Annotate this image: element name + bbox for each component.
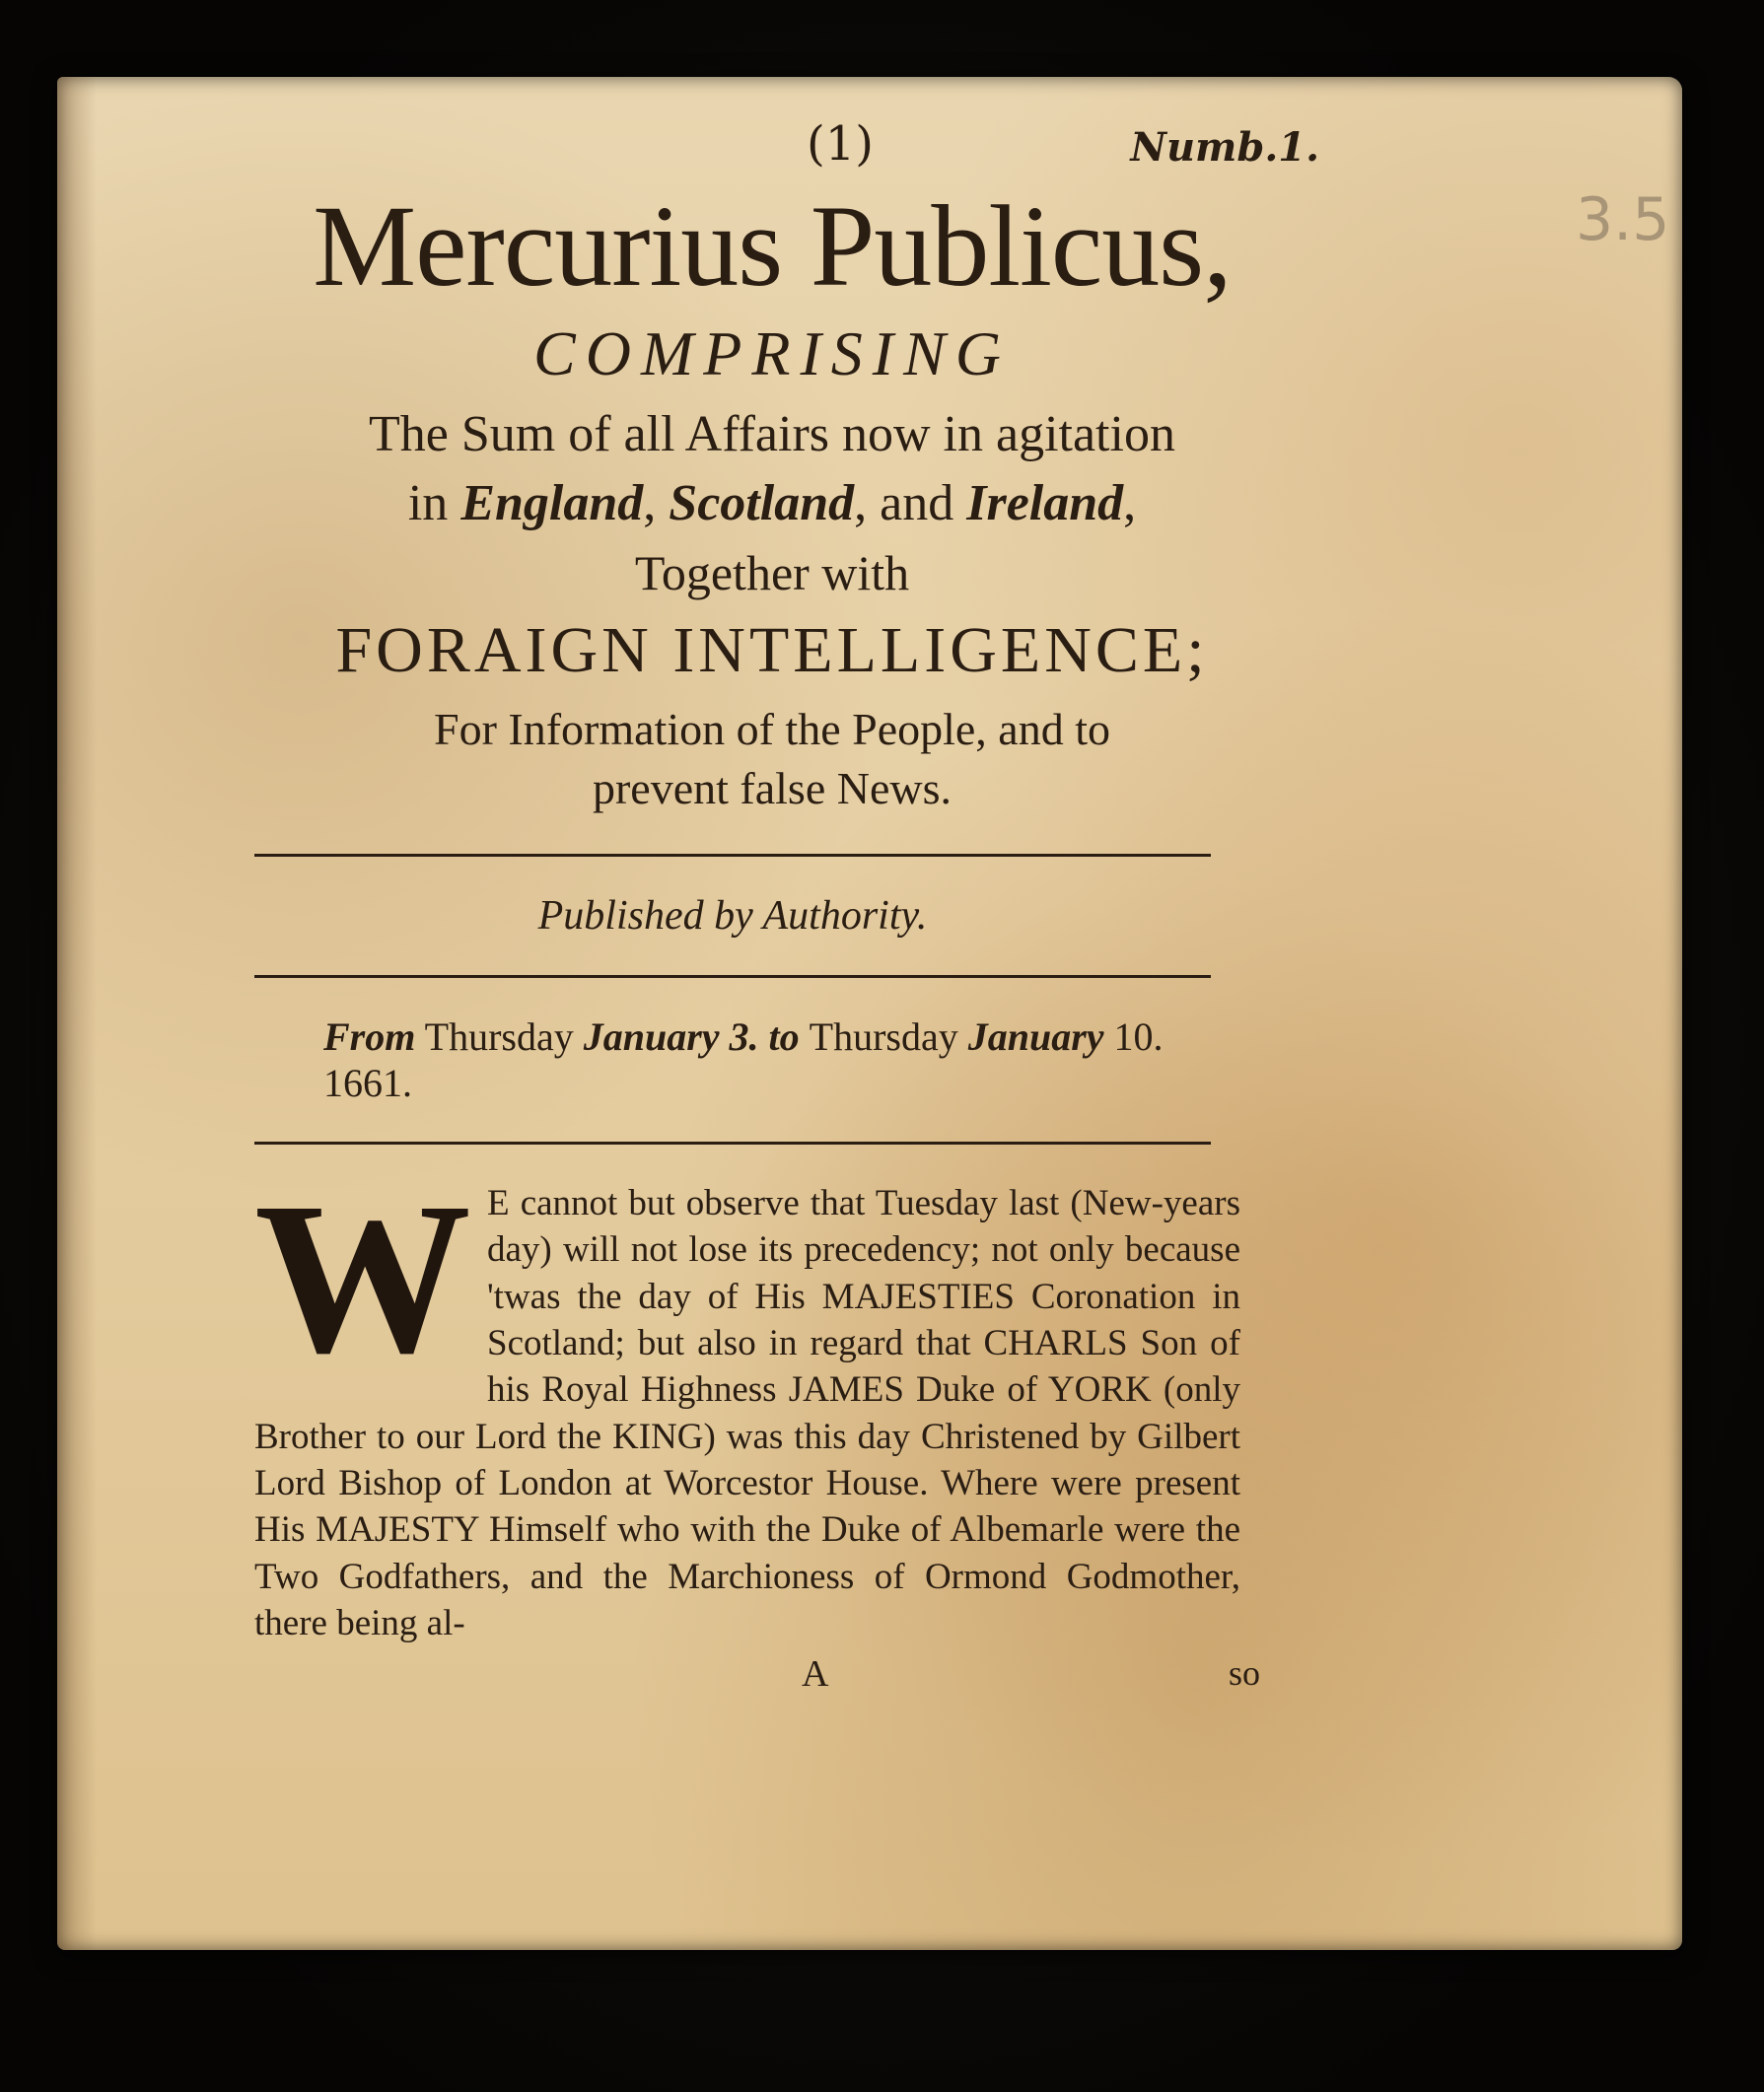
article-body: [254, 1156, 1240, 1647]
masthead-together: Together with: [634, 545, 910, 601]
dateline-day-1: Thursday: [415, 1013, 584, 1059]
information-line-1: For Information of the People, and to: [433, 704, 1111, 755]
rule-divider-3: [254, 1142, 1211, 1145]
catchword: so: [1228, 1653, 1260, 1694]
subtitle-scotland: Scotland: [669, 475, 855, 532]
subtitle-in: in: [407, 475, 461, 532]
masthead-information: [254, 700, 1290, 818]
page-header: [254, 97, 1319, 175]
signature-mark: A: [802, 1653, 829, 1696]
masthead-comprising: COMPRISING: [533, 317, 1011, 388]
rule-divider-1: [254, 854, 1211, 857]
subtitle-england: England: [460, 475, 644, 532]
subtitle-sep-1: ,: [643, 475, 670, 532]
newspaper-page: [57, 77, 1682, 1950]
article-text: E cannot but observe that Tuesday last (New-years day) will not lose its precedency; not only because 'twas the day of His MAJESTIES Coronation in Scotland; but also in regard that CHARLS Son of his Royal Highness JAMES Duke of YORK (only Brother to our Lord the KING) was this day Christened by Gilbert Lord Bishop of London at Worcestor House. Where were present His MAJESTY Himself who with the Duke of Albemarle were the Two Godfathers, and the Marchioness of Ormond Godmother, there being al-: [254, 1182, 1240, 1644]
subtitle-end: ,: [1123, 475, 1137, 532]
page-footer: [254, 1652, 1290, 1702]
dateline-from: From: [323, 1013, 416, 1059]
issue-number: Numb.1.: [1130, 124, 1319, 171]
page-left-edge: [57, 77, 97, 1950]
dateline-date-2: January: [967, 1013, 1104, 1059]
subtitle-ireland: Ireland: [966, 475, 1124, 532]
masthead-subtitle: [254, 400, 1290, 538]
page-number: (1): [807, 116, 874, 172]
subtitle-line-2: [254, 469, 1290, 538]
masthead-foraign-intelligence: FORAIGN INTELLIGENCE;: [335, 614, 1209, 687]
dateline-date-1: January 3.: [583, 1013, 759, 1059]
drop-cap: W: [254, 1156, 471, 1398]
subtitle-line-1: The Sum of all Affairs now in agitation: [369, 405, 1175, 462]
dateline-to: to: [758, 1013, 810, 1059]
dateline-rest: 10. 1661.: [323, 1013, 1164, 1105]
published-by-authority: Published by Authority.: [537, 892, 928, 939]
dateline-day-2: Thursday: [809, 1013, 968, 1059]
page-content: [254, 97, 1319, 1702]
subtitle-sep-2: , and: [854, 475, 967, 532]
rule-divider-2: [254, 975, 1211, 978]
pencil-annotation: 3.5: [1576, 185, 1670, 254]
information-line-2: prevent false News.: [592, 763, 953, 814]
dateline: [254, 1013, 1240, 1106]
masthead-title: Mercurius Publicus,: [313, 181, 1232, 311]
